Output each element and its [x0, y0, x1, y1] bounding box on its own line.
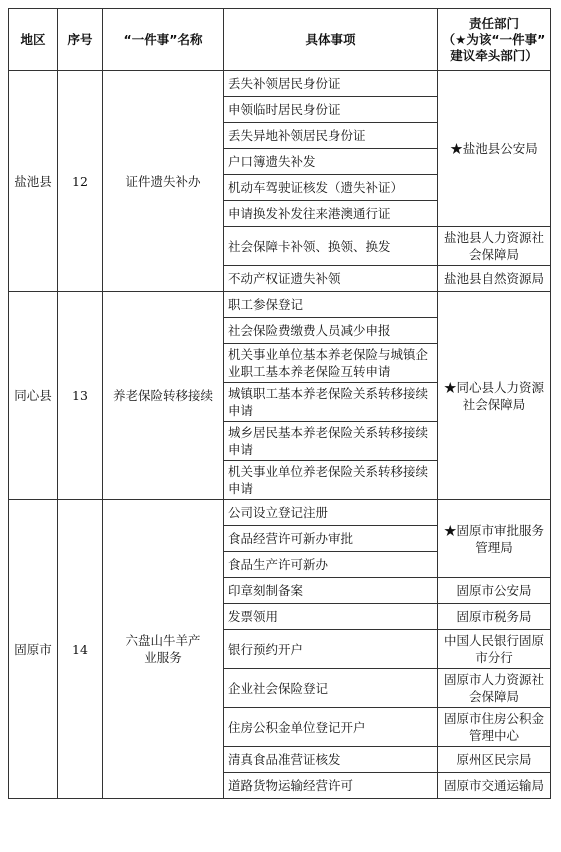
item-cell: 申领临时居民身份证: [224, 97, 438, 123]
item-cell: 企业社会保险登记: [224, 669, 438, 708]
region-cell: 盐池县: [9, 71, 58, 292]
header-dept: [438, 9, 551, 71]
dept-cell: 原州区民宗局: [438, 747, 551, 773]
dept-cell: 固原市住房公积金管理中心: [438, 708, 551, 747]
item-cell: 不动产权证遗失补领: [224, 266, 438, 292]
service-table: [8, 8, 551, 799]
item-cell: 机动车驾驶证核发（遗失补证）: [224, 175, 438, 201]
serial-cell: 14: [58, 500, 103, 799]
dept-cell: 固原市人力资源社会保障局: [438, 669, 551, 708]
item-cell: 职工参保登记: [224, 292, 438, 318]
item-cell: 社会保险费缴费人员减少申报: [224, 318, 438, 344]
dept-cell: 盐池县自然资源局: [438, 266, 551, 292]
dept-cell: 盐池县人力资源社会保障局: [438, 227, 551, 266]
matter-name-cell: 养老保险转移接续: [103, 292, 224, 500]
table-row: [9, 292, 551, 318]
dept-cell: 中国人民银行固原市分行: [438, 630, 551, 669]
matter-name-cell: 证件遗失补办: [103, 71, 224, 292]
item-cell: 清真食品准营证核发: [224, 747, 438, 773]
item-cell: 公司设立登记注册: [224, 500, 438, 526]
header-dept-text: 责任部门 （★为该“一件事” 建议牵头部门）: [442, 15, 546, 63]
item-cell: 机关事业单位基本养老保险与城镇企业职工基本养老保险互转申请: [224, 344, 438, 383]
dept-cell: ★固原市审批服务管理局: [438, 500, 551, 578]
item-cell: 丢失异地补领居民身份证: [224, 123, 438, 149]
item-cell: 发票领用: [224, 604, 438, 630]
item-cell: 食品生产许可新办: [224, 552, 438, 578]
matter-name-cell: 六盘山牛羊产业服务: [103, 500, 224, 799]
region-cell: 同心县: [9, 292, 58, 500]
dept-cell: ★盐池县公安局: [438, 71, 551, 227]
item-cell: 丢失补领居民身份证: [224, 71, 438, 97]
item-cell: 城乡居民基本养老保险关系转移接续申请: [224, 422, 438, 461]
table-row: [9, 71, 551, 97]
region-cell: 固原市: [9, 500, 58, 799]
item-cell: 银行预约开户: [224, 630, 438, 669]
item-cell: 道路货物运输经营许可: [224, 773, 438, 799]
item-cell: 住房公积金单位登记开户: [224, 708, 438, 747]
header-region: 地区: [9, 9, 58, 71]
header-row: [9, 9, 551, 71]
item-cell: 城镇职工基本养老保险关系转移接续申请: [224, 383, 438, 422]
item-cell: 户口簿遗失补发: [224, 149, 438, 175]
header-name: “一件事”名称: [103, 9, 224, 71]
dept-cell: 固原市交通运输局: [438, 773, 551, 799]
table-row: [9, 500, 551, 526]
dept-cell: 固原市税务局: [438, 604, 551, 630]
item-cell: 印章刻制备案: [224, 578, 438, 604]
serial-cell: 13: [58, 292, 103, 500]
header-serial: 序号: [58, 9, 103, 71]
item-cell: 申请换发补发往来港澳通行证: [224, 201, 438, 227]
header-items: 具体事项: [224, 9, 438, 71]
item-cell: 机关事业单位养老保险关系转移接续申请: [224, 461, 438, 500]
dept-cell: ★同心县人力资源社会保障局: [438, 292, 551, 500]
item-cell: 社会保障卡补领、换领、换发: [224, 227, 438, 266]
dept-cell: 固原市公安局: [438, 578, 551, 604]
item-cell: 食品经营许可新办审批: [224, 526, 438, 552]
serial-cell: 12: [58, 71, 103, 292]
